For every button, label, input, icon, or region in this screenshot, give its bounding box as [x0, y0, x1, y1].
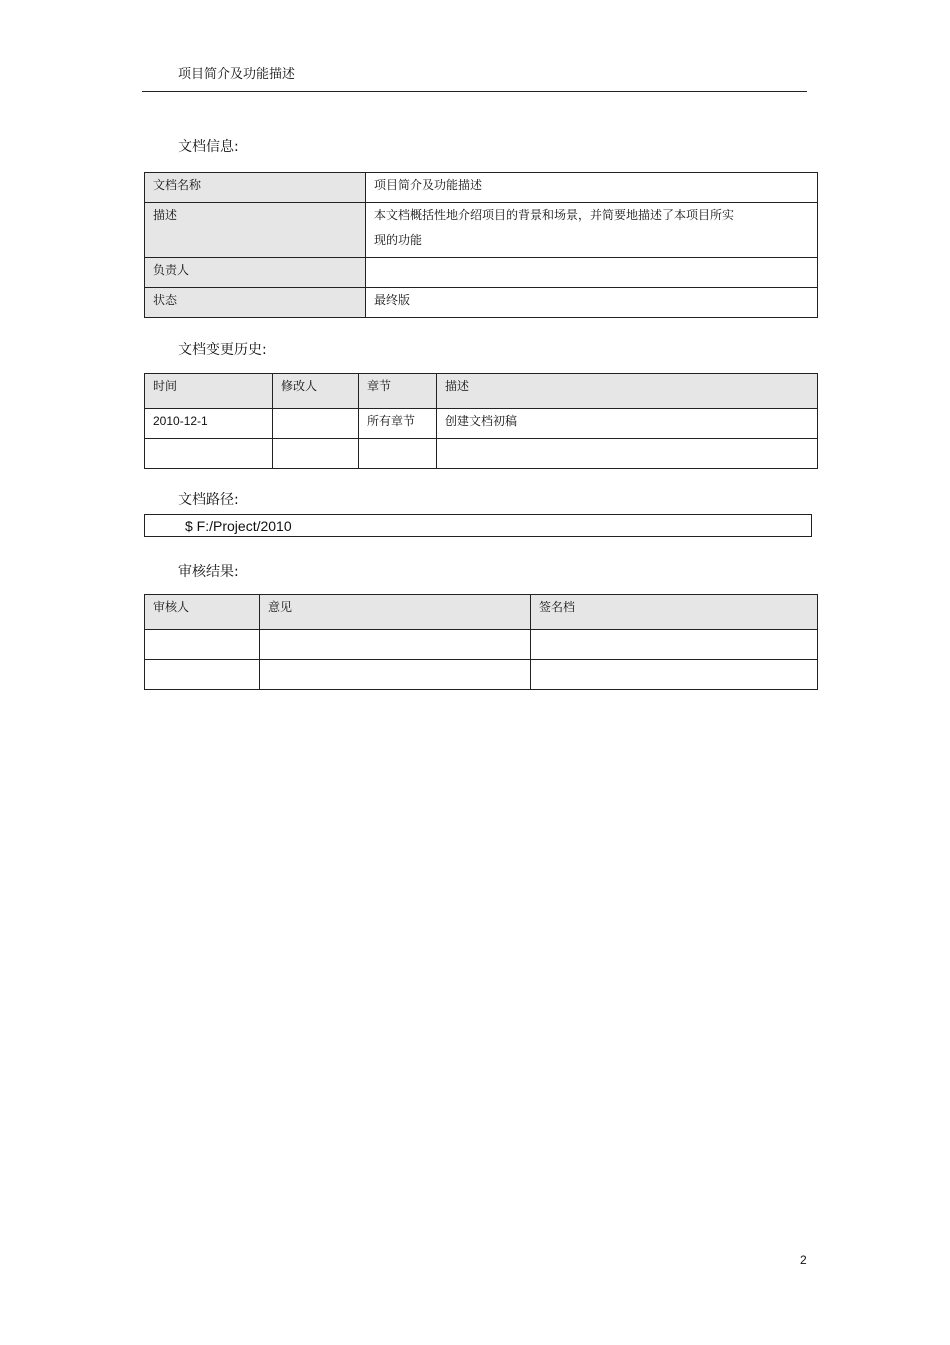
column-header: 章节: [359, 374, 437, 409]
doc-info-label: 文档名称: [145, 173, 366, 203]
table-header-row: [145, 595, 818, 630]
table-cell-editor: [273, 439, 359, 469]
table-row: [145, 409, 818, 439]
doc-info-row-name: [145, 173, 818, 203]
column-header: 时间: [145, 374, 273, 409]
doc-info-value: [366, 203, 818, 258]
header-divider: [142, 91, 807, 92]
doc-path-heading: 文档路径:: [178, 492, 239, 508]
table-header-row: [145, 374, 818, 409]
column-header: 审核人: [145, 595, 260, 630]
doc-info-heading: 文档信息:: [178, 139, 239, 155]
table-cell-signature: [531, 660, 818, 690]
running-header-title: 项目简介及功能描述: [178, 67, 296, 82]
doc-info-row-description: [145, 203, 818, 258]
table-cell-signature: [531, 630, 818, 660]
doc-info-row-owner: [145, 258, 818, 288]
table-cell-date: [145, 439, 273, 469]
table-cell-editor: [273, 409, 359, 439]
doc-info-row-status: [145, 288, 818, 318]
doc-info-label: 描述: [145, 203, 366, 258]
doc-info-label: 状态: [145, 288, 366, 318]
table-row: [145, 439, 818, 469]
doc-info-value: 项目简介及功能描述: [366, 173, 818, 203]
column-header: 意见: [260, 595, 531, 630]
table-cell-opinion: [260, 630, 531, 660]
table-cell-description: [437, 439, 818, 469]
change-history-heading: 文档变更历史:: [178, 342, 267, 358]
table-cell-opinion: [260, 660, 531, 690]
table-cell-reviewer: [145, 630, 260, 660]
doc-path-value: $ F:/Project/2010: [144, 514, 812, 537]
description-line: 本文档概括性地介绍项目的背景和场景，并简要地描述了本项目所实: [374, 208, 735, 222]
column-header: 描述: [437, 374, 818, 409]
table-cell-description: 创建文档初稿: [437, 409, 818, 439]
review-heading: 审核结果:: [178, 564, 239, 580]
doc-info-value: 最终版: [366, 288, 818, 318]
doc-info-table: [144, 172, 818, 318]
review-table: [144, 594, 818, 690]
table-row: [145, 630, 818, 660]
doc-info-label: 负责人: [145, 258, 366, 288]
table-cell-reviewer: [145, 660, 260, 690]
table-cell-date: 2010-12-1: [145, 409, 273, 439]
table-row: [145, 660, 818, 690]
description-line: 现的功能: [374, 233, 423, 247]
page-number: 2: [800, 1253, 807, 1267]
column-header: 修改人: [273, 374, 359, 409]
doc-info-value: [366, 258, 818, 288]
change-history-table: [144, 373, 818, 469]
table-cell-section: 所有章节: [359, 409, 437, 439]
table-cell-section: [359, 439, 437, 469]
column-header: 签名档: [531, 595, 818, 630]
